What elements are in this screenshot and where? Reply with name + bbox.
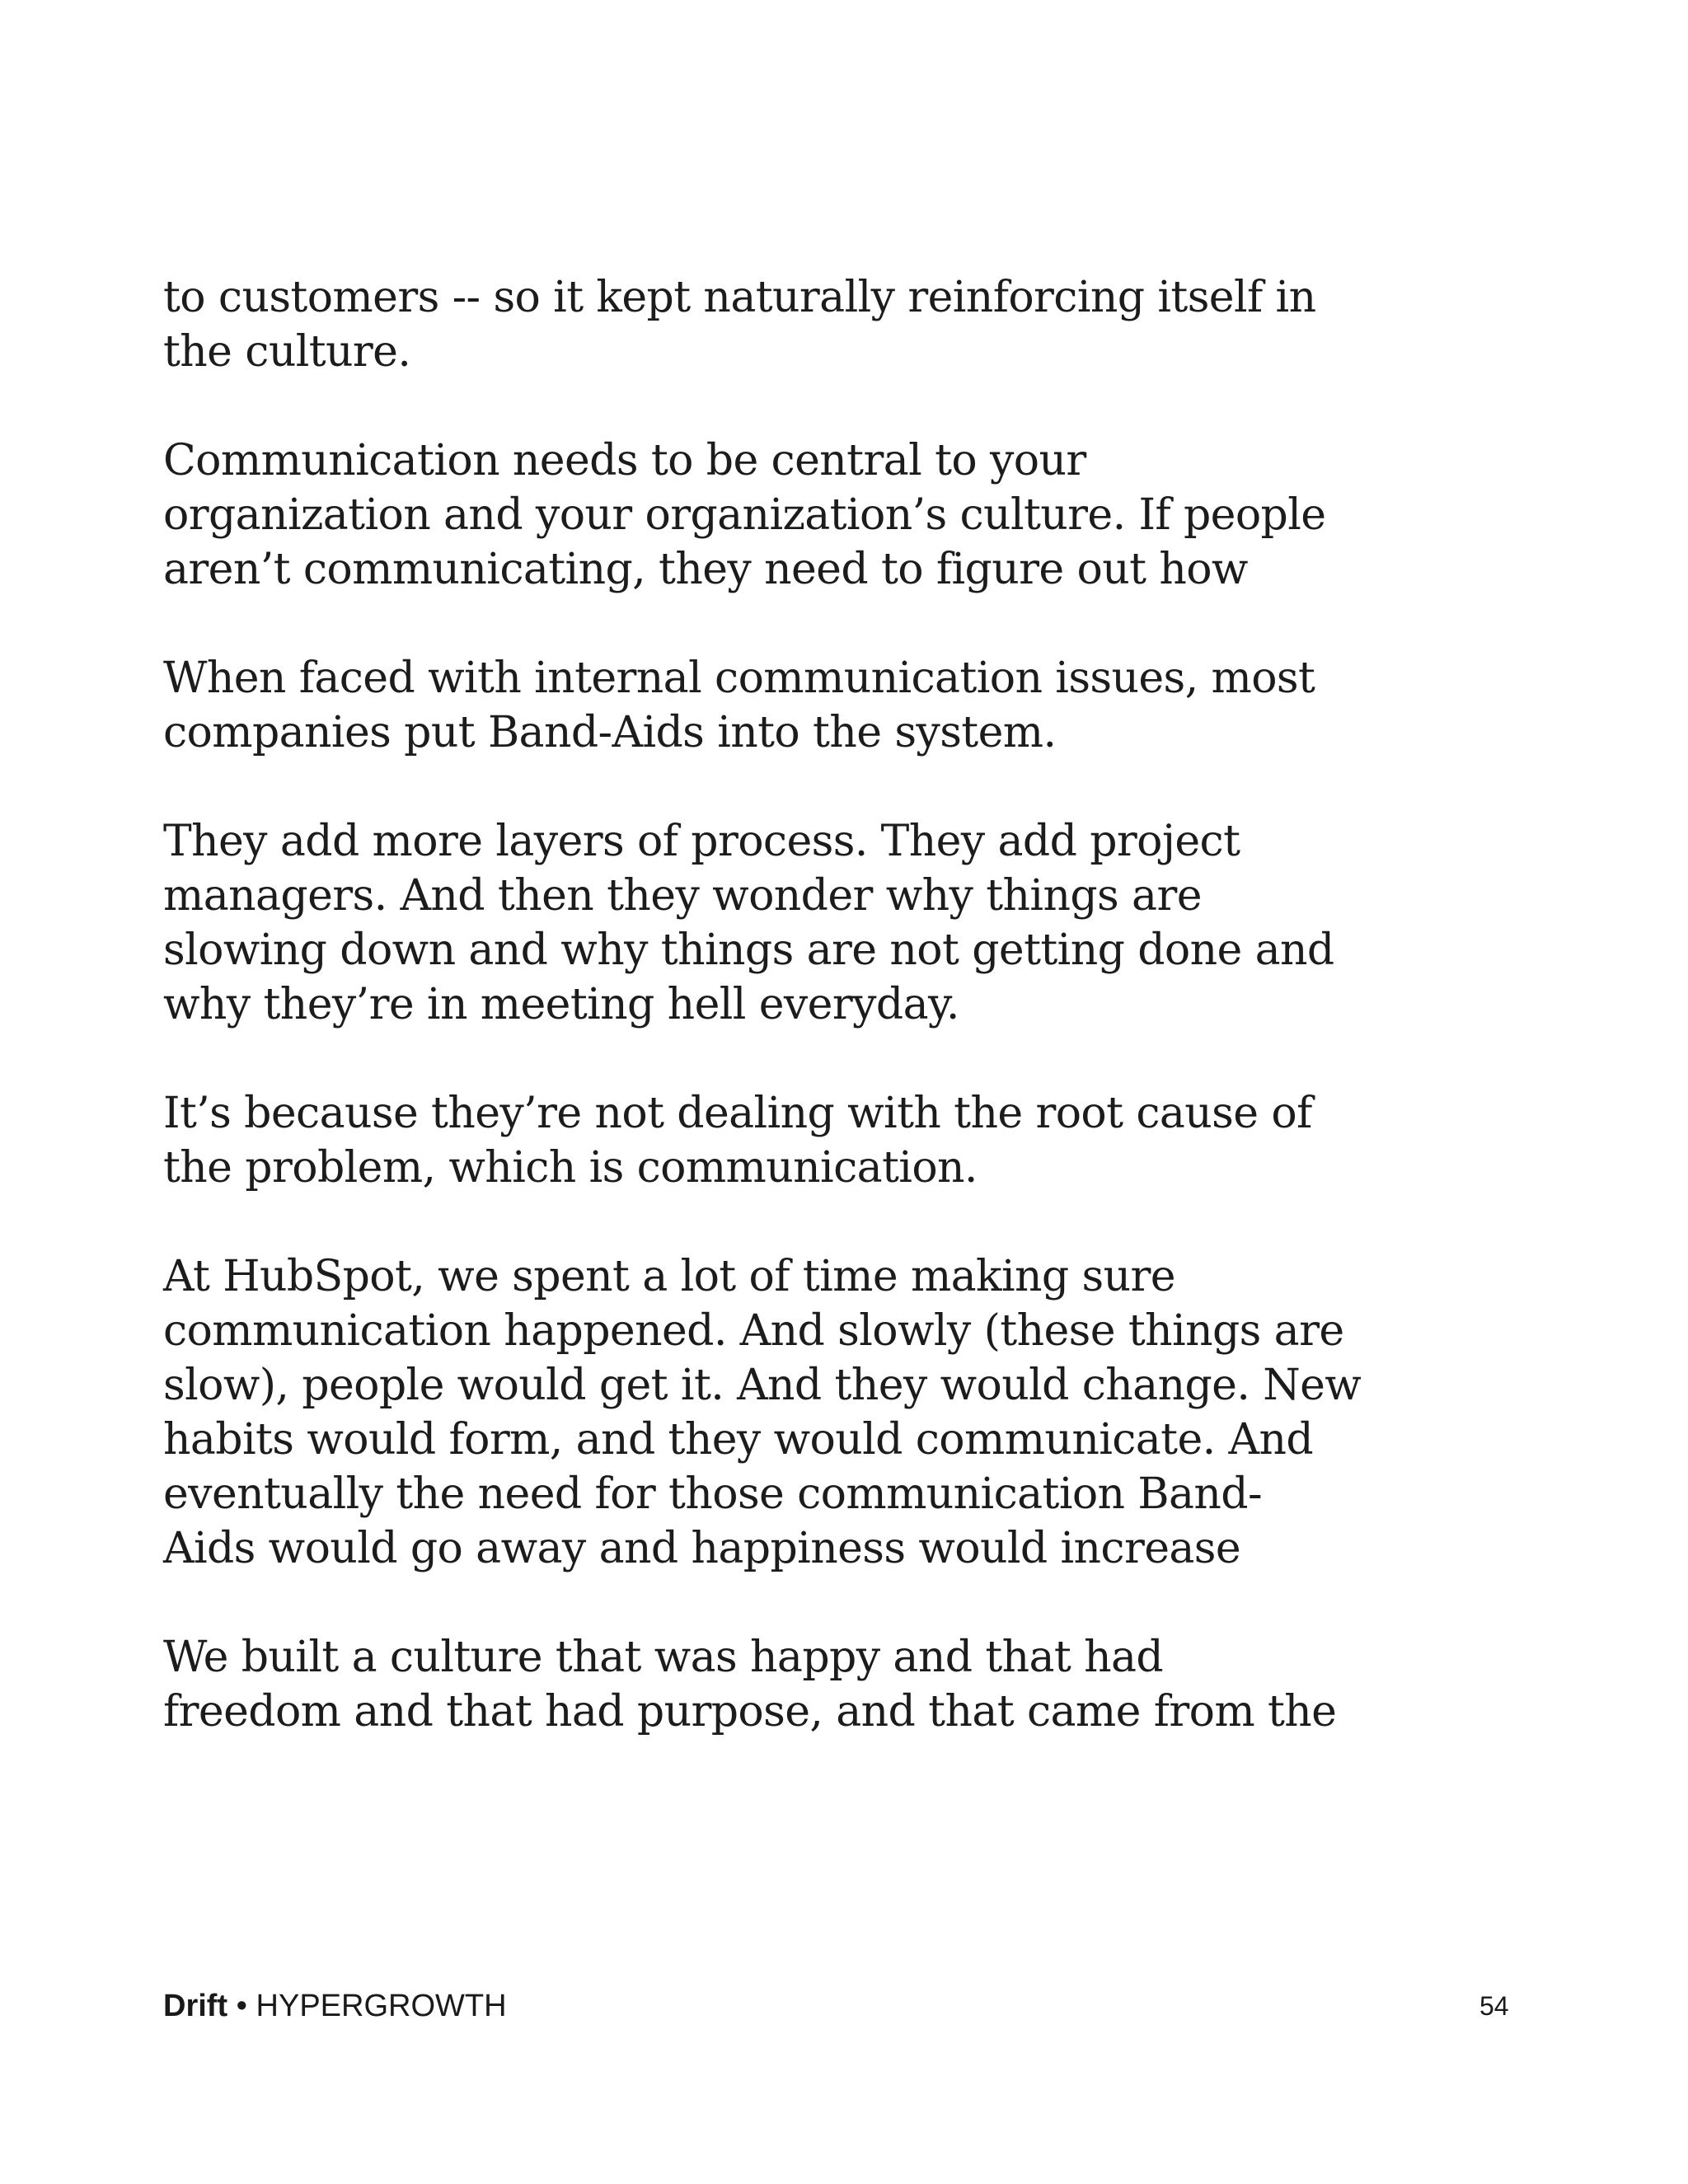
text-line: Aids would go away and happiness would increase [163,1524,1241,1573]
document-body [163,270,1362,1793]
text-line: At HubSpot, we spent a lot of time making sure [163,1252,1175,1301]
paragraph [163,814,1334,1032]
text-line: to customers -- so it kept naturally reinforcing itself in [163,273,1316,322]
text-line: companies put Band-Aids into the system. [163,708,1057,757]
paragraph [163,651,1334,760]
paragraph [163,1630,1337,1739]
text-line: Communication needs to be central to your [163,436,1086,485]
page-number: 54 [1479,1991,1509,2021]
footer-title: HYPERGROWTH [256,1989,507,2023]
page-footer [163,1986,507,2026]
text-line: They add more layers of process. They add project [163,817,1240,866]
text-line: When faced with internal communication issues, most [163,654,1315,703]
text-line: why they’re in meeting hell everyday. [163,980,959,1029]
paragraph [163,1249,1362,1576]
text-line: eventually the need for those communication Band- [163,1469,1262,1519]
text-line: It’s because they’re not dealing with the root cause of [163,1089,1312,1138]
text-line: freedom and that had purpose, and that came from the [163,1687,1337,1736]
paragraph [163,1086,1334,1195]
text-line: We built a culture that was happy and that had [163,1633,1164,1682]
text-line: habits would form, and they would communicate. And [163,1415,1314,1465]
text-line: managers. And then they wonder why things are [163,871,1202,921]
text-line: slow), people would get it. And they would change. New [163,1361,1362,1410]
text-line: slowing down and why things are not getting done and [163,926,1334,975]
footer-separator: • [227,1989,256,2023]
text-line: the culture. [163,327,411,377]
text-line: the problem, which is communication. [163,1143,978,1193]
paragraph [163,270,1334,379]
text-line: communication happened. And slowly (these things are [163,1306,1344,1356]
text-line: organization and your organization’s culture. If people [163,490,1326,540]
text-line: aren’t communicating, they need to figure out how [163,545,1248,594]
footer-brand: Drift [163,1989,228,2023]
paragraph [163,434,1334,597]
